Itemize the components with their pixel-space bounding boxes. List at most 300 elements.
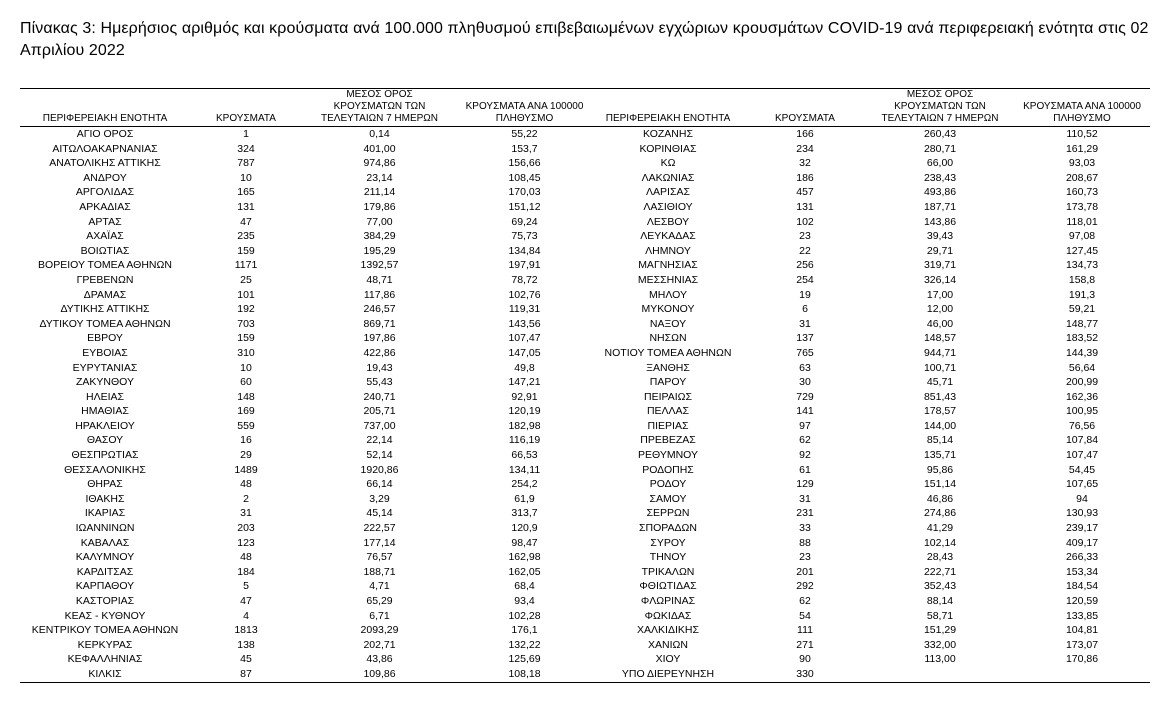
header-cases-right: ΚΡΟΥΣΜΑΤΑ <box>744 89 866 127</box>
left-cases-cell: 4 <box>243 609 249 622</box>
right-region-cell: ΡΟΔΟΠΗΣ <box>642 463 694 476</box>
right-avg7-cell: 88,14 <box>926 595 954 607</box>
right-cases-cell: 201 <box>796 565 814 578</box>
left-avg7-cell: 76,57 <box>366 551 393 564</box>
right-per100k-cell: 239,17 <box>1065 522 1099 535</box>
right-per100k-cell: 107,65 <box>1065 478 1099 491</box>
right-region-cell: ΛΑΚΩΝΙΑΣ <box>641 171 695 184</box>
right-region-cell: ΠΡΕΒΕΖΑΣ <box>640 434 696 447</box>
table-caption: Πίνακας 3: Ημερήσιος αριθμός και κρούσματα ανά 100.000 πληθυσμού επιβεβαιωμένων εγχώριων κρουσμάτων COVID-19 ανά περιφερειακή ενότητα στις 02 Απριλίου 2022 <box>20 20 1149 59</box>
right-avg7-cell: 319,71 <box>923 259 957 272</box>
right-region-cell: ΤΡΙΚΑΛΩΝ <box>641 565 695 578</box>
left-region-cell: ΘΕΣΣΑΛΟΝΙΚΗΣ <box>64 463 146 476</box>
table-body <box>20 127 1150 683</box>
right-avg7-cell: 39,43 <box>926 230 954 243</box>
left-avg7-cell: 77,00 <box>366 215 393 228</box>
right-cases-cell: 62 <box>799 595 811 607</box>
left-per100k-cell: 61,9 <box>514 492 535 505</box>
right-cases-cell: 54 <box>799 609 811 622</box>
right-cases-cell: 30 <box>799 376 811 389</box>
right-per100k-cell: 162,36 <box>1065 390 1099 403</box>
right-avg7-cell <box>866 667 1014 682</box>
left-cases-cell: 192 <box>237 303 255 316</box>
right-region-cell: ΤΗΝΟΥ <box>649 551 687 564</box>
left-per100k-cell: 134,84 <box>508 244 541 257</box>
left-cases-cell: 165 <box>237 186 255 199</box>
right-region-cell: ΞΑΝΘΗΣ <box>646 361 690 374</box>
left-per100k-cell: 75,73 <box>511 230 538 243</box>
left-per100k-cell: 134,11 <box>508 463 541 476</box>
table-row <box>20 419 1150 434</box>
right-per100k-cell: 153,34 <box>1065 565 1099 578</box>
right-cases-cell: 62 <box>799 434 811 447</box>
left-avg7-cell: 43,86 <box>366 653 393 666</box>
right-cases-cell: 23 <box>799 551 811 564</box>
right-cases-cell: 234 <box>796 142 814 155</box>
left-region-cell: ΕΥΡΥΤΑΝΙΑΣ <box>72 361 138 374</box>
right-per100k-cell: 120,59 <box>1065 595 1099 607</box>
table-row <box>20 317 1150 332</box>
left-region-cell: ΔΡΑΜΑΣ <box>83 288 127 301</box>
right-region-cell: ΛΕΥΚΑΔΑΣ <box>640 230 696 243</box>
right-region-cell: ΝΟΤΙΟΥ ΤΟΜΕΑ ΑΘΗΝΩΝ <box>604 346 732 359</box>
header-region-right: ΠΕΡΙΦΕΡΕΙΑΚΗ ΕΝΟΤΗΤΑ <box>592 89 744 127</box>
left-cases-cell: 1813 <box>234 624 258 637</box>
table-row <box>20 127 1150 142</box>
left-avg7-cell: 22,14 <box>366 434 393 447</box>
right-cases-cell: 166 <box>796 128 814 140</box>
right-avg7-cell: 113,00 <box>924 653 956 666</box>
right-avg7-cell: 260,43 <box>923 128 957 140</box>
right-cases-cell: 22 <box>799 244 811 257</box>
right-cases-cell: 102 <box>796 215 814 228</box>
left-region-cell: ΚΑΣΤΟΡΙΑΣ <box>75 595 135 607</box>
right-per100k-cell: 54,45 <box>1068 463 1096 476</box>
table-row <box>20 521 1150 536</box>
right-region-cell: ΜΥΚΟΝΟΥ <box>641 303 695 316</box>
table-row <box>20 492 1150 507</box>
table-row <box>20 200 1150 215</box>
left-region-cell: ΙΩΑΝΝΙΝΩΝ <box>75 522 135 535</box>
left-avg7-cell: 109,86 <box>302 667 457 682</box>
left-region-cell: ΚΕΡΚΥΡΑΣ <box>77 638 133 651</box>
right-region-cell: ΣΑΜΟΥ <box>649 492 687 505</box>
left-region-cell: ΑΝΑΤΟΛΙΚΗΣ ΑΤΤΙΚΗΣ <box>49 157 161 170</box>
right-per100k-cell: 191,3 <box>1068 288 1096 301</box>
table-row <box>20 638 1150 653</box>
left-avg7-cell: 195,29 <box>363 244 396 257</box>
right-per100k-cell: 76,56 <box>1068 419 1096 432</box>
right-per100k-cell: 127,45 <box>1065 244 1099 257</box>
left-cases-cell: 159 <box>237 332 255 345</box>
right-avg7-cell: 148,57 <box>923 332 957 345</box>
right-region-cell: ΛΕΣΒΟΥ <box>646 215 690 228</box>
left-region-cell: ΗΡΑΚΛΕΙΟΥ <box>75 419 135 432</box>
left-region-cell: ΚΕΑΣ - ΚΥΘΝΟΥ <box>64 609 146 622</box>
right-region-cell: ΦΛΩΡΙΝΑΣ <box>640 595 696 607</box>
header-cases-left: ΚΡΟΥΣΜΑΤΑ <box>190 89 302 127</box>
left-cases-cell: 5 <box>243 580 249 593</box>
table-row <box>20 331 1150 346</box>
left-cases-cell: 1171 <box>234 259 258 272</box>
right-avg7-cell: 12,00 <box>926 303 954 316</box>
left-per100k-cell: 176,1 <box>511 624 538 637</box>
right-per100k-cell: 148,77 <box>1065 317 1099 330</box>
right-region-cell: ΠΕΛΛΑΣ <box>646 405 690 418</box>
left-cases-cell: 787 <box>237 157 255 170</box>
left-per100k-cell: 78,72 <box>511 273 538 286</box>
left-region-cell: ΘΕΣΠΡΩΤΙΑΣ <box>71 449 139 462</box>
table-row <box>20 361 1150 376</box>
table-row <box>20 550 1150 565</box>
table-row <box>20 244 1150 259</box>
left-region-cell: ΑΝΔΡΟΥ <box>83 171 127 184</box>
right-avg7-cell: 851,43 <box>923 390 957 403</box>
table-row <box>20 346 1150 361</box>
table-row <box>20 448 1150 463</box>
left-avg7-cell: 737,00 <box>363 419 396 432</box>
left-avg7-cell: 45,14 <box>366 507 393 520</box>
right-avg7-cell: 58,71 <box>926 609 954 622</box>
header-avg-left: ΜΕΣΟΣ ΟΡΟΣ ΚΡΟΥΣΜΑΤΩΝ ΤΩΝ ΤΕΛΕΥΤΑΙΩΝ 7 ΗΜΕΡΩΝ <box>302 89 457 127</box>
left-avg7-cell: 188,71 <box>363 565 396 578</box>
right-avg7-cell: 151,14 <box>923 478 957 491</box>
covid-cases-table <box>20 88 1150 683</box>
right-region-cell: ΧΙΟΥ <box>655 653 681 666</box>
right-region-cell: ΜΕΣΣΗΝΙΑΣ <box>637 273 699 286</box>
left-per100k-cell: 119,31 <box>508 303 541 316</box>
right-cases-cell: 92 <box>799 449 811 462</box>
left-region-cell: ΙΚΑΡΙΑΣ <box>84 507 126 520</box>
right-cases-cell: 131 <box>796 200 814 213</box>
right-per100k-cell: 110,52 <box>1066 128 1098 140</box>
right-region-cell: ΧΑΛΚΙΔΙΚΗΣ <box>637 624 699 637</box>
right-per100k-cell: 200,99 <box>1065 376 1099 389</box>
right-region-cell: ΧΑΝΙΩΝ <box>648 638 688 651</box>
left-avg7-cell: 3,29 <box>369 492 390 505</box>
right-region-cell: ΣΠΟΡΑΔΩΝ <box>639 522 697 535</box>
left-cases-cell: 87 <box>190 667 302 682</box>
header-per100k-left: ΚΡΟΥΣΜΑΤΑ ΑΝΑ 100000 ΠΛΗΘΥΣΜΟ <box>457 89 592 127</box>
header-per100k-right: ΚΡΟΥΣΜΑΤΑ ΑΝΑ 100000 ΠΛΗΘΥΣΜΟ <box>1014 89 1150 127</box>
left-cases-cell: 48 <box>240 478 252 491</box>
left-per100k-cell: 69,24 <box>511 215 538 228</box>
right-per100k-cell: 104,81 <box>1065 624 1099 637</box>
right-cases-cell: 141 <box>796 405 814 418</box>
table-row <box>20 623 1150 638</box>
right-cases-cell: 256 <box>796 259 814 272</box>
left-avg7-cell: 4,71 <box>369 580 390 593</box>
table-row <box>20 609 1150 624</box>
right-avg7-cell: 85,14 <box>926 434 954 447</box>
right-per100k-cell: 183,52 <box>1065 332 1099 345</box>
header-region-left: ΠΕΡΙΦΕΡΕΙΑΚΗ ΕΝΟΤΗΤΑ <box>20 89 190 127</box>
table-row <box>20 463 1150 478</box>
table-row <box>20 477 1150 492</box>
left-cases-cell: 25 <box>240 273 252 286</box>
left-avg7-cell: 52,14 <box>366 449 393 462</box>
right-cases-cell: 33 <box>799 522 811 535</box>
right-per100k-cell: 107,84 <box>1065 434 1099 447</box>
table-row <box>20 536 1150 551</box>
left-cases-cell: 1 <box>243 128 249 140</box>
left-avg7-cell: 55,43 <box>366 376 393 389</box>
left-cases-cell: 47 <box>240 215 252 228</box>
table-row <box>20 171 1150 186</box>
table-row <box>20 156 1150 171</box>
left-region-cell: ΒΟΡΕΙΟΥ ΤΟΜΕΑ ΑΘΗΝΩΝ <box>38 259 172 272</box>
left-per100k-cell: 162,98 <box>508 551 541 564</box>
left-cases-cell: 29 <box>240 449 252 462</box>
right-cases-cell: 90 <box>799 653 811 666</box>
right-region-cell: ΡΟΔΟΥ <box>649 478 687 491</box>
right-cases-cell: 88 <box>799 536 811 549</box>
table-row <box>20 667 1150 682</box>
left-region-cell: ΚΑΡΔΙΤΣΑΣ <box>76 565 134 578</box>
right-cases-cell: 271 <box>796 638 814 651</box>
left-region-cell: ΗΛΕΙΑΣ <box>85 390 124 403</box>
left-avg7-cell: 202,71 <box>363 638 396 651</box>
left-avg7-cell: 179,86 <box>363 200 396 213</box>
right-cases-cell: 292 <box>796 580 814 593</box>
left-avg7-cell: 222,57 <box>363 522 396 535</box>
right-avg7-cell: 102,14 <box>923 536 957 549</box>
right-region-cell: ΠΙΕΡΙΑΣ <box>647 419 689 432</box>
left-per100k-cell: 132,22 <box>508 638 541 651</box>
right-per100k-cell: 144,39 <box>1065 346 1099 359</box>
left-cases-cell: 184 <box>237 565 255 578</box>
right-per100k-cell: 118,01 <box>1066 215 1098 228</box>
left-region-cell: ΑΡΓΟΛΙΔΑΣ <box>75 186 135 199</box>
left-avg7-cell: 2093,29 <box>360 624 399 637</box>
left-region-cell: ΚΙΛΚΙΣ <box>20 667 190 682</box>
left-avg7-cell: 6,71 <box>369 609 390 622</box>
right-cases-cell: 111 <box>797 624 813 637</box>
right-avg7-cell: 493,86 <box>923 186 957 199</box>
right-region-cell: ΥΠΟ ΔΙΕΡΕΥΝΗΣΗ <box>592 667 744 682</box>
right-per100k-cell: 94 <box>1076 492 1088 505</box>
left-cases-cell: 1489 <box>234 463 258 476</box>
left-region-cell: ΕΒΡΟΥ <box>87 332 123 345</box>
left-per100k-cell: 254,2 <box>511 478 538 491</box>
left-cases-cell: 703 <box>237 317 255 330</box>
left-avg7-cell: 1392,57 <box>360 259 399 272</box>
left-cases-cell: 10 <box>240 171 252 184</box>
left-per100k-cell: 143,56 <box>508 317 541 330</box>
right-avg7-cell: 151,29 <box>923 624 957 637</box>
right-per100k-cell: 97,08 <box>1068 230 1096 243</box>
right-avg7-cell: 46,00 <box>926 317 954 330</box>
right-region-cell: ΝΗΣΩΝ <box>649 332 687 345</box>
right-per100k-cell: 93,03 <box>1068 157 1096 170</box>
left-cases-cell: 169 <box>237 405 255 418</box>
left-per100k-cell: 147,05 <box>508 346 541 359</box>
left-per100k-cell: 182,98 <box>508 419 541 432</box>
left-cases-cell: 60 <box>240 376 252 389</box>
right-cases-cell: 137 <box>796 332 814 345</box>
left-per100k-cell: 108,45 <box>508 171 541 184</box>
left-region-cell: ΔΥΤΙΚΟΥ ΤΟΜΕΑ ΑΘΗΝΩΝ <box>39 317 171 330</box>
right-region-cell: ΠΕΙΡΑΙΩΣ <box>644 390 692 403</box>
right-cases-cell: 19 <box>799 288 811 301</box>
right-avg7-cell: 274,86 <box>923 507 957 520</box>
left-cases-cell: 47 <box>240 595 252 607</box>
right-per100k-cell: 59,21 <box>1068 303 1096 316</box>
left-cases-cell: 10 <box>240 361 252 374</box>
left-cases-cell: 2 <box>243 492 249 505</box>
right-per100k-cell: 170,86 <box>1065 653 1099 666</box>
left-avg7-cell: 384,29 <box>363 230 396 243</box>
left-cases-cell: 203 <box>237 522 255 535</box>
right-region-cell: ΡΕΘΥΜΝΟΥ <box>637 449 698 462</box>
table-row <box>20 215 1150 230</box>
right-per100k-cell: 208,67 <box>1065 171 1099 184</box>
right-cases-cell: 6 <box>802 303 808 316</box>
left-region-cell: ΗΜΑΘΙΑΣ <box>81 405 129 418</box>
right-region-cell: ΛΗΜΝΟΥ <box>645 244 691 257</box>
right-avg7-cell: 332,00 <box>923 638 957 651</box>
left-avg7-cell: 23,14 <box>366 171 393 184</box>
left-per100k-cell: 170,03 <box>508 186 541 199</box>
left-region-cell: ΑΡΚΑΔΙΑΣ <box>79 200 131 213</box>
right-avg7-cell: 352,43 <box>923 580 957 593</box>
left-cases-cell: 148 <box>237 390 255 403</box>
left-cases-cell: 235 <box>237 230 255 243</box>
left-avg7-cell: 48,71 <box>366 273 393 286</box>
left-cases-cell: 559 <box>237 419 255 432</box>
left-avg7-cell: 974,86 <box>363 157 396 170</box>
left-avg7-cell: 177,14 <box>363 536 396 549</box>
right-avg7-cell: 178,57 <box>923 405 957 418</box>
right-cases-cell: 186 <box>796 171 814 184</box>
left-per100k-cell: 147,21 <box>508 376 541 389</box>
right-cases-cell: 457 <box>796 186 814 199</box>
right-avg7-cell: 187,71 <box>923 200 957 213</box>
table-row <box>20 375 1150 390</box>
left-per100k-cell: 102,28 <box>508 609 541 622</box>
left-avg7-cell: 246,57 <box>363 303 396 316</box>
right-cases-cell: 765 <box>796 346 814 359</box>
left-region-cell: ΙΘΑΚΗΣ <box>85 492 125 505</box>
header-avg-right: ΜΕΣΟΣ ΟΡΟΣ ΚΡΟΥΣΜΑΤΩΝ ΤΩΝ ΤΕΛΕΥΤΑΙΩΝ 7 ΗΜΕΡΩΝ <box>866 89 1014 127</box>
left-cases-cell: 31 <box>240 507 252 520</box>
right-per100k-cell: 184,54 <box>1065 580 1099 593</box>
right-cases-cell: 129 <box>796 478 814 491</box>
right-cases-cell: 23 <box>799 230 811 243</box>
left-region-cell: ΑΓΙΟ ΟΡΟΣ <box>76 128 134 140</box>
right-region-cell: ΦΩΚΙΔΑΣ <box>644 609 692 622</box>
table-row <box>20 288 1150 303</box>
left-region-cell: ΚΕΝΤΡΙΚΟΥ ΤΟΜΕΑ ΑΘΗΝΩΝ <box>31 624 179 637</box>
right-avg7-cell: 17,00 <box>926 288 954 301</box>
left-cases-cell: 131 <box>237 200 255 213</box>
right-avg7-cell: 95,86 <box>926 463 954 476</box>
left-region-cell: ΑΧΑΪΑΣ <box>86 230 124 243</box>
right-region-cell: ΚΟΖΑΝΗΣ <box>643 128 693 140</box>
right-per100k-cell: 107,47 <box>1065 449 1099 462</box>
right-region-cell: ΜΗΛΟΥ <box>649 288 687 301</box>
left-region-cell: ΘΑΣΟΥ <box>86 434 124 447</box>
left-region-cell: ΒΟΙΩΤΙΑΣ <box>80 244 130 257</box>
table-row <box>20 506 1150 521</box>
left-avg7-cell: 401,00 <box>363 142 396 155</box>
left-cases-cell: 16 <box>240 434 252 447</box>
left-avg7-cell: 66,14 <box>366 478 393 491</box>
left-cases-cell: 123 <box>237 536 255 549</box>
right-cases-cell: 330 <box>744 667 866 682</box>
right-avg7-cell: 28,43 <box>926 551 954 564</box>
left-avg7-cell: 422,86 <box>363 346 396 359</box>
right-avg7-cell: 326,14 <box>923 273 957 286</box>
left-region-cell: ΔΥΤΙΚΗΣ ΑΤΤΙΚΗΣ <box>60 303 150 316</box>
table-row <box>20 579 1150 594</box>
left-avg7-cell: 240,71 <box>363 390 396 403</box>
right-avg7-cell: 46,86 <box>926 492 954 505</box>
left-avg7-cell: 65,29 <box>366 595 393 607</box>
left-cases-cell: 310 <box>237 346 255 359</box>
left-region-cell: ΑΙΤΩΛΟΑΚΑΡΝΑΝΙΑΣ <box>52 142 158 155</box>
right-avg7-cell: 41,29 <box>926 522 954 535</box>
table-row <box>20 302 1150 317</box>
left-per100k-cell: 107,47 <box>508 332 541 345</box>
table-row <box>20 142 1150 157</box>
left-per100k-cell: 120,19 <box>508 405 541 418</box>
right-avg7-cell: 29,71 <box>926 244 954 257</box>
left-avg7-cell: 197,86 <box>363 332 396 345</box>
left-cases-cell: 324 <box>237 142 255 155</box>
right-cases-cell: 729 <box>796 390 814 403</box>
right-cases-cell: 61 <box>799 463 811 476</box>
table-header <box>20 89 1150 127</box>
table-row <box>20 390 1150 405</box>
right-avg7-cell: 280,71 <box>923 142 957 155</box>
right-region-cell: ΚΩ <box>660 157 676 170</box>
right-avg7-cell: 100,71 <box>923 361 957 374</box>
left-region-cell: ΖΑΚΥΝΘΟΥ <box>75 376 134 389</box>
left-avg7-cell: 19,43 <box>366 361 393 374</box>
right-avg7-cell: 45,71 <box>926 376 954 389</box>
right-cases-cell: 32 <box>799 157 811 170</box>
left-per100k-cell: 151,12 <box>508 200 541 213</box>
right-per100k-cell: 160,73 <box>1065 186 1099 199</box>
right-region-cell: ΛΑΡΙΣΑΣ <box>646 186 690 199</box>
right-region-cell: ΜΑΓΝΗΣΙΑΣ <box>638 259 698 272</box>
left-region-cell: ΚΕΦΑΛΛΗΝΙΑΣ <box>67 653 143 666</box>
right-per100k-cell: 158,8 <box>1068 273 1096 286</box>
right-per100k-cell: 130,93 <box>1065 507 1099 520</box>
right-cases-cell: 231 <box>796 507 814 520</box>
right-per100k-cell: 134,73 <box>1065 259 1099 272</box>
left-per100k-cell: 197,91 <box>508 259 541 272</box>
left-avg7-cell: 211,14 <box>363 186 396 199</box>
right-per100k-cell: 409,17 <box>1065 536 1099 549</box>
right-cases-cell: 254 <box>796 273 814 286</box>
left-region-cell: ΑΡΤΑΣ <box>88 215 122 228</box>
left-per100k-cell: 92,91 <box>511 390 538 403</box>
left-per100k-cell: 313,7 <box>511 507 538 520</box>
left-region-cell: ΚΑΒΑΛΑΣ <box>80 536 130 549</box>
left-region-cell: ΚΑΛΥΜΝΟΥ <box>75 551 135 564</box>
left-region-cell: ΓΡΕΒΕΝΩΝ <box>76 273 134 286</box>
right-per100k-cell: 161,29 <box>1065 142 1099 155</box>
right-cases-cell: 97 <box>799 419 811 432</box>
right-region-cell: ΚΟΡΙΝΘΙΑΣ <box>639 142 697 155</box>
left-per100k-cell: 102,76 <box>508 288 541 301</box>
right-per100k-cell: 133,85 <box>1065 609 1099 622</box>
right-region-cell: ΝΑΞΟΥ <box>649 317 687 330</box>
left-per100k-cell: 49,8 <box>514 361 535 374</box>
right-region-cell: ΠΑΡΟΥ <box>649 376 687 389</box>
